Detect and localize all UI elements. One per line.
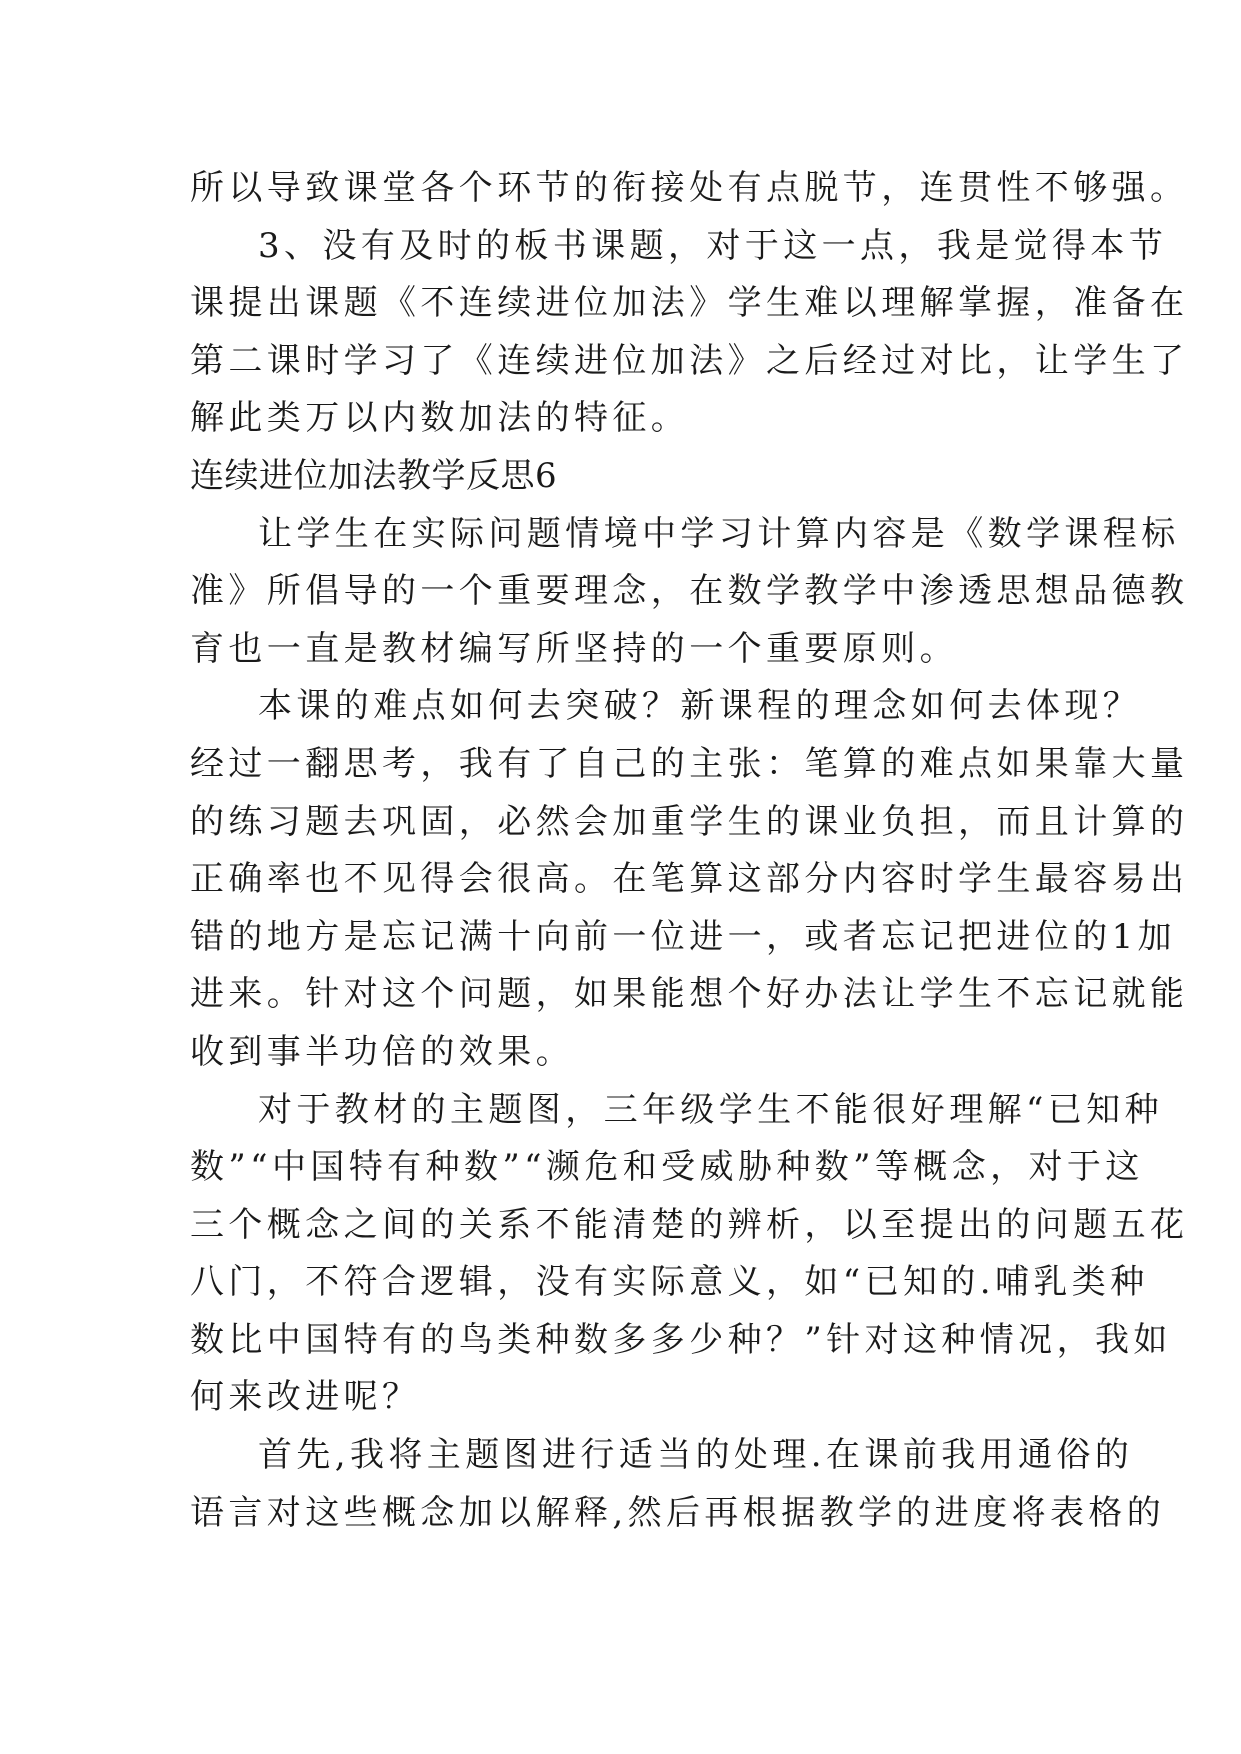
text-line: 所以导致课堂各个环节的衔接处有点脱节，连贯性不够强。 [190,168,1189,208]
text-line: 三个概念之间的关系不能清楚的辨析，以至提出的问题五花 [190,1204,1189,1245]
text-line: 本课的难点如何去突破？新课程的理念如何去体现？ [258,686,1142,727]
text-line: 经过一翻思考，我有了自己的主张：笔算的难点如果靠大量 [190,743,1189,784]
text-line: 收到事半功倍的效果。 [190,1031,574,1072]
text-line: 第二课时学习了《连续进位加法》之后经过对比，让学生了 [190,340,1189,381]
text-line: 首先,我将主题图进行适当的处理.在课前我用通俗的 [258,1435,1134,1476]
text-line: 对于教材的主题图，三年级学生不能很好理解“已知种 [258,1089,1163,1130]
text-line: 何来改进呢？ [190,1377,421,1418]
text-line: 正确率也不见得会很高。在笔算这部分内容时学生最容易出 [190,859,1189,900]
text-line: 育也一直是教材编写所坚持的一个重要原则。 [190,628,958,669]
text-line: 课提出课题《不连续进位加法》学生难以理解掌握，准备在 [190,283,1189,324]
text-line: 3、没有及时的板书课题，对于这一点，我是觉得本节 [258,225,1168,266]
document-body [190,160,1189,1542]
text-line: 数”“中国特有种数”“濒危和受威胁种数”等概念，对于这 [190,1147,1144,1188]
text-line: 错的地方是忘记满十向前一位进一，或者忘记把进位的1加 [190,916,1177,957]
text-line: 数比中国特有的鸟类种数多多少种？”针对这种情况，我如 [190,1319,1172,1360]
text-line: 语言对这些概念加以解释,然后再根据教学的进度将表格的 [190,1492,1166,1533]
section-heading: 连续进位加法教学反思6 [190,455,558,496]
text-line: 让学生在实际问题情境中学习计算内容是《数学课程标 [258,513,1180,554]
text-line: 进来。针对这个问题，如果能想个好办法让学生不忘记就能 [190,974,1189,1015]
text-line: 的练习题去巩固，必然会加重学生的课业负担，而且计算的 [190,801,1189,842]
text-line: 八门，不符合逻辑，没有实际意义，如“已知的.哺乳类种 [190,1262,1149,1303]
text-line: 准》所倡导的一个重要理念，在数学教学中渗透思想品德教 [190,571,1189,612]
text-line: 解此类万以内数加法的特征。 [190,398,690,439]
